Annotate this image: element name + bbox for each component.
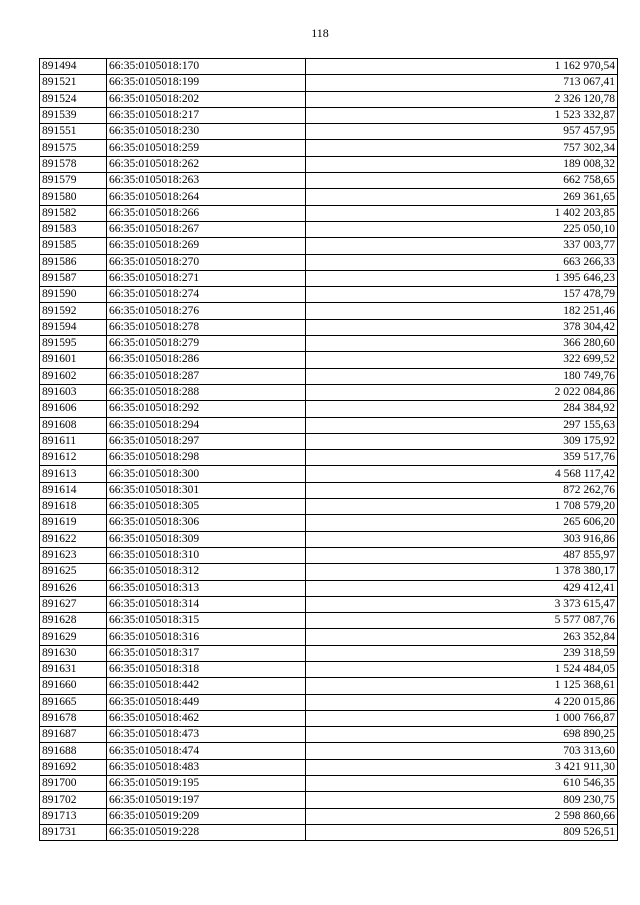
cadastral-number-cell: 66:35:0105019:197	[107, 792, 306, 808]
cadastral-number-cell: 66:35:0105019:195	[107, 776, 306, 792]
table-row	[40, 580, 618, 596]
record-id-cell: 891551	[40, 124, 107, 140]
amount-cell: 662 758,65	[306, 173, 618, 189]
table-row	[40, 352, 618, 368]
cadastral-number-cell: 66:35:0105018:442	[107, 678, 306, 694]
record-id-cell: 891578	[40, 156, 107, 172]
record-id-cell: 891623	[40, 547, 107, 563]
amount-cell: 225 050,10	[306, 221, 618, 237]
record-id-cell: 891608	[40, 417, 107, 433]
table-row	[40, 661, 618, 677]
cadastral-number-cell: 66:35:0105018:279	[107, 336, 306, 352]
table-row	[40, 238, 618, 254]
cadastral-number-cell: 66:35:0105018:262	[107, 156, 306, 172]
amount-cell: 1 000 766,87	[306, 710, 618, 726]
cadastral-number-cell: 66:35:0105018:462	[107, 710, 306, 726]
amount-cell: 1 523 332,87	[306, 107, 618, 123]
amount-cell: 703 313,60	[306, 743, 618, 759]
record-id-cell: 891618	[40, 499, 107, 515]
record-id-cell: 891687	[40, 727, 107, 743]
record-id-cell: 891590	[40, 287, 107, 303]
table-row	[40, 59, 618, 75]
table-row	[40, 824, 618, 840]
record-id-cell: 891601	[40, 352, 107, 368]
amount-cell: 189 008,32	[306, 156, 618, 172]
cadastral-number-cell: 66:35:0105018:298	[107, 450, 306, 466]
table-row	[40, 564, 618, 580]
table-row	[40, 547, 618, 563]
record-id-cell: 891613	[40, 466, 107, 482]
cadastral-number-cell: 66:35:0105018:230	[107, 124, 306, 140]
amount-cell: 180 749,76	[306, 368, 618, 384]
table-row	[40, 384, 618, 400]
cadastral-number-cell: 66:35:0105018:199	[107, 75, 306, 91]
record-id-cell: 891585	[40, 238, 107, 254]
table-row	[40, 531, 618, 547]
amount-cell: 872 262,76	[306, 482, 618, 498]
cadastral-number-cell: 66:35:0105018:292	[107, 401, 306, 417]
cadastral-number-cell: 66:35:0105018:294	[107, 417, 306, 433]
amount-cell: 1 402 203,85	[306, 205, 618, 221]
amount-cell: 429 412,41	[306, 580, 618, 596]
table-row	[40, 336, 618, 352]
cadastral-number-cell: 66:35:0105018:473	[107, 727, 306, 743]
table-row	[40, 613, 618, 629]
amount-cell: 698 890,25	[306, 727, 618, 743]
amount-cell: 378 304,42	[306, 319, 618, 335]
table-row	[40, 776, 618, 792]
cadastral-number-cell: 66:35:0105018:270	[107, 254, 306, 270]
cadastral-number-cell: 66:35:0105019:209	[107, 808, 306, 824]
record-id-cell: 891630	[40, 645, 107, 661]
amount-cell: 5 577 087,76	[306, 613, 618, 629]
amount-cell: 1 708 579,20	[306, 499, 618, 515]
record-id-cell: 891731	[40, 824, 107, 840]
amount-cell: 366 280,60	[306, 336, 618, 352]
table-row	[40, 221, 618, 237]
amount-cell: 337 003,77	[306, 238, 618, 254]
record-id-cell: 891628	[40, 613, 107, 629]
amount-cell: 303 916,86	[306, 531, 618, 547]
table-row	[40, 107, 618, 123]
amount-cell: 322 699,52	[306, 352, 618, 368]
cadastral-number-cell: 66:35:0105018:301	[107, 482, 306, 498]
amount-cell: 263 352,84	[306, 629, 618, 645]
cadastral-number-cell: 66:35:0105018:202	[107, 91, 306, 107]
table-row	[40, 319, 618, 335]
record-id-cell: 891619	[40, 515, 107, 531]
amount-cell: 4 568 117,42	[306, 466, 618, 482]
record-id-cell: 891595	[40, 336, 107, 352]
table-row	[40, 727, 618, 743]
amount-cell: 359 517,76	[306, 450, 618, 466]
cadastral-number-cell: 66:35:0105018:309	[107, 531, 306, 547]
page-number: 118	[311, 26, 329, 40]
amount-cell: 487 855,97	[306, 547, 618, 563]
amount-cell: 182 251,46	[306, 303, 618, 319]
table-row	[40, 270, 618, 286]
record-id-cell: 891627	[40, 596, 107, 612]
table-row	[40, 678, 618, 694]
table-row	[40, 515, 618, 531]
record-id-cell: 891629	[40, 629, 107, 645]
record-id-cell: 891713	[40, 808, 107, 824]
table-row	[40, 91, 618, 107]
table-row	[40, 173, 618, 189]
record-id-cell: 891631	[40, 661, 107, 677]
cadastral-number-cell: 66:35:0105018:288	[107, 384, 306, 400]
amount-cell: 3 373 615,47	[306, 596, 618, 612]
table-row	[40, 368, 618, 384]
table-row	[40, 596, 618, 612]
table-row	[40, 433, 618, 449]
record-id-cell: 891665	[40, 694, 107, 710]
amount-cell: 1 125 368,61	[306, 678, 618, 694]
cadastral-number-cell: 66:35:0105018:297	[107, 433, 306, 449]
table-row	[40, 710, 618, 726]
amount-cell: 2 598 860,66	[306, 808, 618, 824]
cadastral-number-cell: 66:35:0105018:314	[107, 596, 306, 612]
cadastral-number-cell: 66:35:0105018:278	[107, 319, 306, 335]
record-id-cell: 891606	[40, 401, 107, 417]
cadastral-number-cell: 66:35:0105018:274	[107, 287, 306, 303]
amount-cell: 309 175,92	[306, 433, 618, 449]
record-id-cell: 891580	[40, 189, 107, 205]
record-id-cell: 891582	[40, 205, 107, 221]
table-row	[40, 792, 618, 808]
cadastral-number-cell: 66:35:0105018:264	[107, 189, 306, 205]
amount-cell: 1 524 484,05	[306, 661, 618, 677]
amount-cell: 297 155,63	[306, 417, 618, 433]
table-row	[40, 743, 618, 759]
table-row	[40, 205, 618, 221]
amount-cell: 1 378 380,17	[306, 564, 618, 580]
table-row	[40, 466, 618, 482]
table-row	[40, 694, 618, 710]
table-row	[40, 303, 618, 319]
record-id-cell: 891586	[40, 254, 107, 270]
table-row	[40, 629, 618, 645]
amount-cell: 269 361,65	[306, 189, 618, 205]
record-id-cell: 891625	[40, 564, 107, 580]
record-id-cell: 891521	[40, 75, 107, 91]
cadastral-number-cell: 66:35:0105018:259	[107, 140, 306, 156]
record-id-cell: 891539	[40, 107, 107, 123]
amount-cell: 663 266,33	[306, 254, 618, 270]
record-id-cell: 891678	[40, 710, 107, 726]
cadastral-number-cell: 66:35:0105018:170	[107, 59, 306, 75]
record-id-cell: 891494	[40, 59, 107, 75]
cadastral-number-cell: 66:35:0105018:305	[107, 499, 306, 515]
amount-cell: 809 526,51	[306, 824, 618, 840]
amount-cell: 2 326 120,78	[306, 91, 618, 107]
record-id-cell: 891575	[40, 140, 107, 156]
cadastral-number-cell: 66:35:0105019:228	[107, 824, 306, 840]
table-row	[40, 759, 618, 775]
table-row	[40, 140, 618, 156]
cadastral-number-cell: 66:35:0105018:474	[107, 743, 306, 759]
cadastral-number-cell: 66:35:0105018:483	[107, 759, 306, 775]
table-row	[40, 401, 618, 417]
amount-cell: 3 421 911,30	[306, 759, 618, 775]
cadastral-number-cell: 66:35:0105018:312	[107, 564, 306, 580]
table-row	[40, 254, 618, 270]
amount-cell: 809 230,75	[306, 792, 618, 808]
cadastral-number-cell: 66:35:0105018:269	[107, 238, 306, 254]
cadastral-number-cell: 66:35:0105018:267	[107, 221, 306, 237]
table-row	[40, 417, 618, 433]
amount-cell: 265 606,20	[306, 515, 618, 531]
record-id-cell: 891583	[40, 221, 107, 237]
record-id-cell: 891579	[40, 173, 107, 189]
table-row	[40, 450, 618, 466]
record-id-cell: 891524	[40, 91, 107, 107]
amount-cell: 1 162 970,54	[306, 59, 618, 75]
amount-cell: 957 457,95	[306, 124, 618, 140]
cadastral-number-cell: 66:35:0105018:263	[107, 173, 306, 189]
table-row	[40, 124, 618, 140]
cadastral-number-cell: 66:35:0105018:217	[107, 107, 306, 123]
record-id-cell: 891702	[40, 792, 107, 808]
cadastral-number-cell: 66:35:0105018:287	[107, 368, 306, 384]
amount-cell: 2 022 084,86	[306, 384, 618, 400]
cadastral-number-cell: 66:35:0105018:313	[107, 580, 306, 596]
cadastral-number-cell: 66:35:0105018:310	[107, 547, 306, 563]
table-row	[40, 189, 618, 205]
table-row	[40, 482, 618, 498]
record-id-cell: 891603	[40, 384, 107, 400]
cadastral-number-cell: 66:35:0105018:306	[107, 515, 306, 531]
cadastral-number-cell: 66:35:0105018:318	[107, 661, 306, 677]
record-id-cell: 891622	[40, 531, 107, 547]
cadastral-number-cell: 66:35:0105018:300	[107, 466, 306, 482]
record-id-cell: 891611	[40, 433, 107, 449]
cadastral-number-cell: 66:35:0105018:286	[107, 352, 306, 368]
cadastral-number-cell: 66:35:0105018:271	[107, 270, 306, 286]
cadastral-number-cell: 66:35:0105018:266	[107, 205, 306, 221]
table-row	[40, 287, 618, 303]
cadastral-number-cell: 66:35:0105018:317	[107, 645, 306, 661]
registry-table	[39, 58, 618, 841]
table-row	[40, 645, 618, 661]
amount-cell: 284 384,92	[306, 401, 618, 417]
table-row	[40, 156, 618, 172]
table-row	[40, 808, 618, 824]
record-id-cell: 891587	[40, 270, 107, 286]
record-id-cell: 891592	[40, 303, 107, 319]
record-id-cell: 891602	[40, 368, 107, 384]
record-id-cell: 891692	[40, 759, 107, 775]
record-id-cell: 891688	[40, 743, 107, 759]
record-id-cell: 891660	[40, 678, 107, 694]
record-id-cell: 891614	[40, 482, 107, 498]
record-id-cell: 891700	[40, 776, 107, 792]
amount-cell: 239 318,59	[306, 645, 618, 661]
amount-cell: 713 067,41	[306, 75, 618, 91]
record-id-cell: 891626	[40, 580, 107, 596]
amount-cell: 1 395 646,23	[306, 270, 618, 286]
amount-cell: 757 302,34	[306, 140, 618, 156]
cadastral-number-cell: 66:35:0105018:315	[107, 613, 306, 629]
amount-cell: 610 546,35	[306, 776, 618, 792]
table-row	[40, 75, 618, 91]
registry-table-body	[40, 59, 618, 841]
cadastral-number-cell: 66:35:0105018:316	[107, 629, 306, 645]
cadastral-number-cell: 66:35:0105018:276	[107, 303, 306, 319]
amount-cell: 4 220 015,86	[306, 694, 618, 710]
record-id-cell: 891612	[40, 450, 107, 466]
cadastral-number-cell: 66:35:0105018:449	[107, 694, 306, 710]
amount-cell: 157 478,79	[306, 287, 618, 303]
table-row	[40, 499, 618, 515]
record-id-cell: 891594	[40, 319, 107, 335]
